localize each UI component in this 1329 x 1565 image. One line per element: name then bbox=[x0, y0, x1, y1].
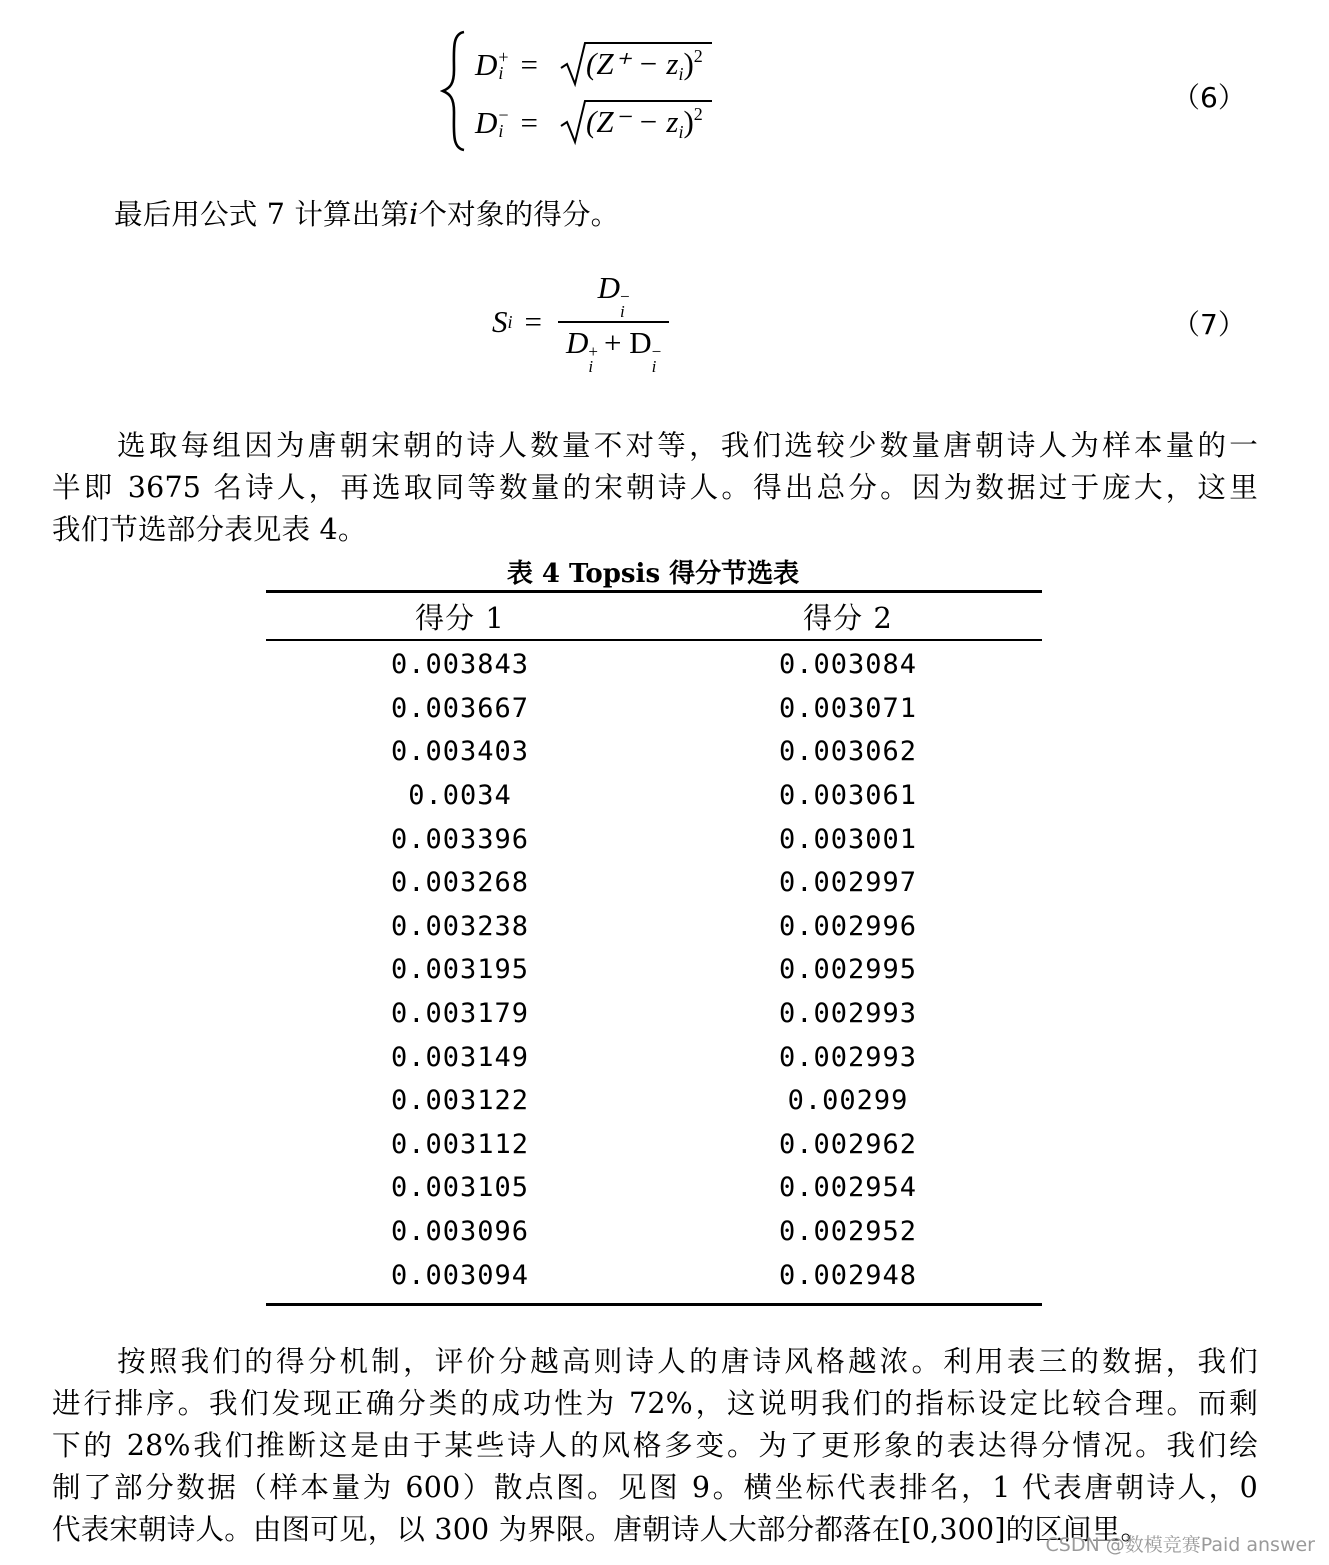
table-row bbox=[266, 774, 1042, 818]
table-row bbox=[266, 992, 1042, 1036]
table-cell: 0.003112 bbox=[390, 1128, 530, 1160]
table-cell: 0.003403 bbox=[390, 736, 530, 768]
paragraph-line: 半即 3675 名诗人，再选取同等数量的宋朝诗人。得出总分。因为数据过于庞大，这里 bbox=[52, 471, 1258, 504]
table-row bbox=[266, 687, 1042, 731]
column-header-score-1: 得分 1 bbox=[415, 600, 505, 635]
table-cell: 0.003105 bbox=[390, 1172, 530, 1204]
table-cell: 0.003094 bbox=[390, 1259, 530, 1291]
equation-7: S i = D − i D + i + D − i bbox=[492, 282, 669, 362]
table-row bbox=[266, 1210, 1042, 1254]
paragraph-line: 代表宋朝诗人。由图可见，以 300 为界限。唐朝诗人大部分都落在[0,300]的区间里。 bbox=[52, 1513, 1150, 1546]
fraction-numerator: D − i bbox=[597, 270, 630, 321]
table-cell: 0.002962 bbox=[778, 1128, 918, 1160]
equation-7-number: （7） bbox=[1172, 308, 1246, 341]
table-cell: 0.002952 bbox=[778, 1216, 918, 1248]
table-row bbox=[266, 1035, 1042, 1079]
table-row bbox=[266, 1253, 1042, 1297]
table-cell: 0.002996 bbox=[778, 910, 918, 942]
d-minus-symbol: D bbox=[475, 105, 498, 140]
table-row bbox=[266, 1079, 1042, 1123]
paragraph-line: 进行排序。我们发现正确分类的成功性为 72%，这说明我们的指标设定比较合理。而剩 bbox=[52, 1387, 1258, 1420]
i-subscript: i bbox=[498, 63, 504, 83]
table-caption: 表 4 Topsis 得分节选表 bbox=[506, 559, 800, 589]
paragraph-score-mechanism bbox=[52, 1341, 1258, 1551]
table-cell: 0.0034 bbox=[408, 780, 512, 812]
left-brace-icon bbox=[440, 30, 470, 152]
table-row bbox=[266, 817, 1042, 861]
table-row bbox=[266, 1166, 1042, 1210]
equation-6-line-2 bbox=[475, 98, 703, 148]
table-cell: 0.003843 bbox=[390, 649, 530, 681]
sqrt-content: (Z⁺ − z bbox=[586, 45, 679, 81]
equals-sign: = bbox=[524, 304, 542, 339]
minus-superscript: − bbox=[498, 105, 509, 125]
table-cell: 0.003238 bbox=[390, 910, 530, 942]
equals-sign: = bbox=[520, 47, 539, 82]
table-cell: 0.003122 bbox=[390, 1085, 530, 1117]
paragraph-line: 选取每组因为唐朝宋朝的诗人数量不对等，我们选较少数量唐朝诗人为样本量的一 bbox=[114, 429, 1258, 462]
equation-6 bbox=[440, 30, 770, 152]
paragraph-text: 最后用公式 7 计算出第𝑖个对象的得分。 bbox=[114, 198, 620, 231]
paragraph-line: 制了部分数据（样本量为 600）散点图。见图 9。横坐标代表排名，1 代表唐朝诗人，0 bbox=[52, 1471, 1258, 1504]
table-cell: 0.003062 bbox=[778, 736, 918, 768]
table-row bbox=[266, 905, 1042, 949]
table-cell: 0.002954 bbox=[778, 1172, 918, 1204]
table-cell: 0.003667 bbox=[390, 692, 530, 724]
sqrt-expression: $(Z^- - z_i)^2$ bbox=[560, 104, 703, 143]
plus-superscript: + bbox=[498, 47, 509, 67]
fraction-denominator: D + i + D − i bbox=[566, 325, 662, 376]
table-cell: 0.002948 bbox=[778, 1259, 918, 1291]
score-table bbox=[266, 590, 1042, 1306]
i-subscript: i bbox=[498, 121, 504, 141]
table-row bbox=[266, 643, 1042, 687]
column-header-score-2: 得分 2 bbox=[803, 600, 893, 635]
table-row bbox=[266, 730, 1042, 774]
table-bottom-rule bbox=[266, 1303, 1042, 1306]
equation-6-line-1 bbox=[475, 40, 703, 90]
paragraph-line: 下的 28%我们推断这是由于某些诗人的风格多变。为了更形象的表达得分情况。我们绘 bbox=[52, 1429, 1258, 1462]
d-plus-symbol: D bbox=[475, 47, 498, 82]
sqrt-icon bbox=[560, 40, 730, 88]
watermark: CSDN @数模竞赛Paid answer bbox=[1045, 1534, 1315, 1556]
table-row bbox=[266, 861, 1042, 905]
table-cell: 0.00299 bbox=[787, 1085, 909, 1117]
table-cell: 0.003268 bbox=[390, 867, 530, 899]
table-body bbox=[266, 641, 1042, 1297]
paragraph-line: 我们节选部分表见表 4。 bbox=[52, 513, 367, 546]
paragraph-sample-selection bbox=[52, 425, 1258, 551]
table-cell: 0.003096 bbox=[390, 1216, 530, 1248]
table-cell: 0.003061 bbox=[778, 780, 918, 812]
table-cell: 0.003071 bbox=[778, 692, 918, 724]
sqrt-icon bbox=[560, 98, 730, 146]
s-symbol: S bbox=[492, 304, 508, 339]
table-row bbox=[266, 1123, 1042, 1167]
table-row bbox=[266, 948, 1042, 992]
table-cell: 0.003149 bbox=[390, 1041, 530, 1073]
equals-sign: = bbox=[520, 105, 539, 140]
table-cell: 0.003396 bbox=[390, 823, 530, 855]
table-cell: 0.002995 bbox=[778, 954, 918, 986]
fraction bbox=[558, 270, 669, 374]
table-cell: 0.003001 bbox=[778, 823, 918, 855]
sqrt-content: (Z⁻ − z bbox=[586, 103, 679, 139]
paragraph-formula-7-intro bbox=[52, 194, 1258, 236]
table-cell: 0.002993 bbox=[778, 1041, 918, 1073]
paragraph-line: 按照我们的得分机制，评价分越高则诗人的唐诗风格越浓。利用表三的数据，我们 bbox=[114, 1345, 1258, 1378]
table-cell: 0.003084 bbox=[778, 649, 918, 681]
table-header-row bbox=[266, 593, 1042, 639]
table-cell: 0.002993 bbox=[778, 998, 918, 1030]
table-cell: 0.003179 bbox=[390, 998, 530, 1030]
sqrt-expression: $(Z^+ - z_i)^2$ bbox=[560, 46, 703, 85]
equation-6-number: （6） bbox=[1172, 81, 1246, 114]
table-cell: 0.003195 bbox=[390, 954, 530, 986]
table-cell: 0.002997 bbox=[778, 867, 918, 899]
